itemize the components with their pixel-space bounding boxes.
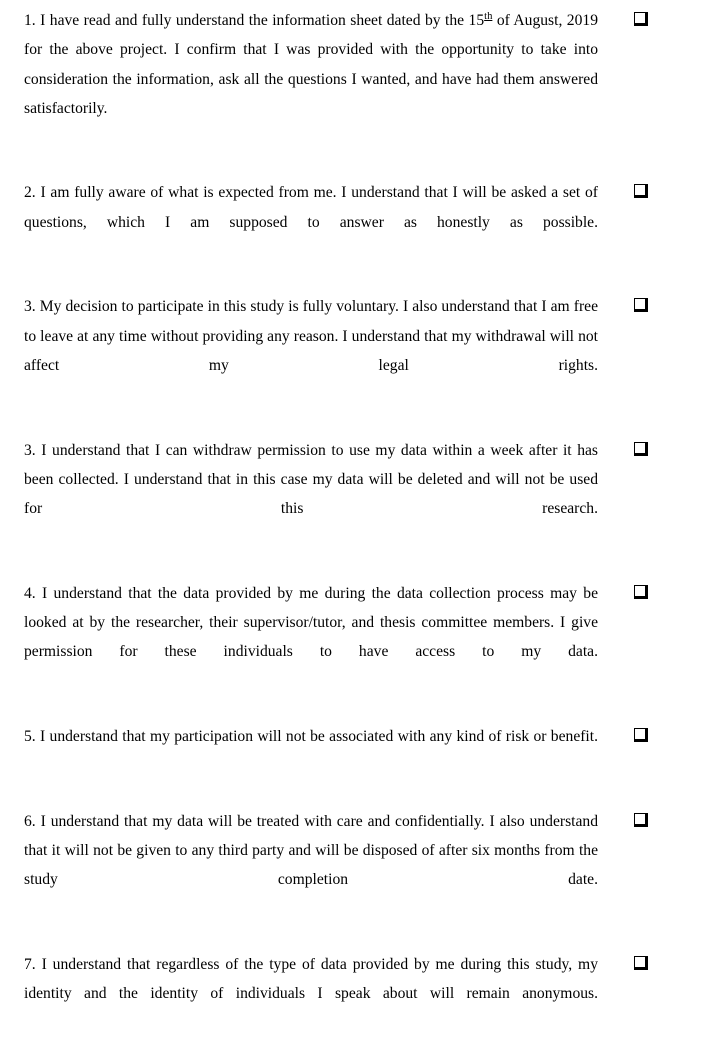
consent-item-text: 5. I understand that my participation will not be associated with any kind of risk or benefit. [24, 727, 598, 745]
consent-item [0, 6, 715, 152]
consent-checkbox[interactable] [634, 292, 654, 321]
consent-checkbox[interactable] [634, 722, 654, 751]
consent-checkbox[interactable] [634, 6, 654, 35]
consent-item [0, 950, 715, 1038]
consent-item [0, 579, 715, 696]
empty-checkbox-icon[interactable] [634, 298, 648, 312]
consent-checkbox[interactable] [634, 807, 654, 836]
consent-checkbox[interactable] [634, 436, 654, 465]
consent-item-text: 3. My decision to participate in this study is fully voluntary. I also understand that I am free to leave at any time without providing any reason. I understand that my withdrawal will not affect my legal rights. [24, 298, 598, 374]
empty-checkbox-icon[interactable] [634, 12, 648, 26]
empty-checkbox-icon[interactable] [634, 728, 648, 742]
empty-checkbox-icon[interactable] [634, 956, 648, 970]
empty-checkbox-icon[interactable] [634, 184, 648, 198]
consent-checkbox[interactable] [634, 579, 654, 608]
consent-checkbox[interactable] [634, 178, 654, 207]
consent-item-text: 4. I understand that the data provided by me during the data collection process may be looked at by the researcher, their supervisor/tutor, and thesis committee members. I give permission for these individuals to have access to my data. [24, 584, 598, 661]
empty-checkbox-icon[interactable] [634, 442, 648, 456]
consent-item-text: 6. I understand that my data will be treated with care and confidentially. I also understand that it will not be given to any third party and will be disposed of after six months from the study completion date. [24, 812, 598, 889]
consent-text-segment: 1. I have read and fully understand the information sheet dated by the 15 [24, 12, 485, 29]
consent-item-text: 2. I am fully aware of what is expected from me. I understand that I will be asked a set of questions, which I am supposed to answer as honestly as possible. [24, 184, 598, 231]
empty-checkbox-icon[interactable] [634, 585, 648, 599]
consent-item [0, 436, 715, 553]
consent-checkbox[interactable] [634, 950, 654, 979]
consent-item [0, 178, 715, 266]
empty-checkbox-icon[interactable] [634, 813, 648, 827]
consent-item [0, 722, 715, 781]
consent-items-list [0, 6, 715, 1038]
consent-item-text: 3. I understand that I can withdraw permission to use my data within a week after it has been collected. I understand that in this case my data will be deleted and will not be used for this research. [24, 441, 598, 518]
consent-text-segment: of August, 2019 for the above project. I confirm that I was provided with the opportunity to take into consideration the information, ask all the questions I wanted, and have had them answered satisfactorily. [24, 12, 598, 117]
consent-item [0, 292, 715, 409]
consent-item [0, 807, 715, 924]
ordinal-suffix: th [484, 10, 493, 22]
consent-item-text: 7. I understand that regardless of the type of data provided by me during this study, my identity and the identity of individuals I speak about will remain anonymous. [24, 955, 598, 1003]
consent-item-text [24, 6, 598, 152]
